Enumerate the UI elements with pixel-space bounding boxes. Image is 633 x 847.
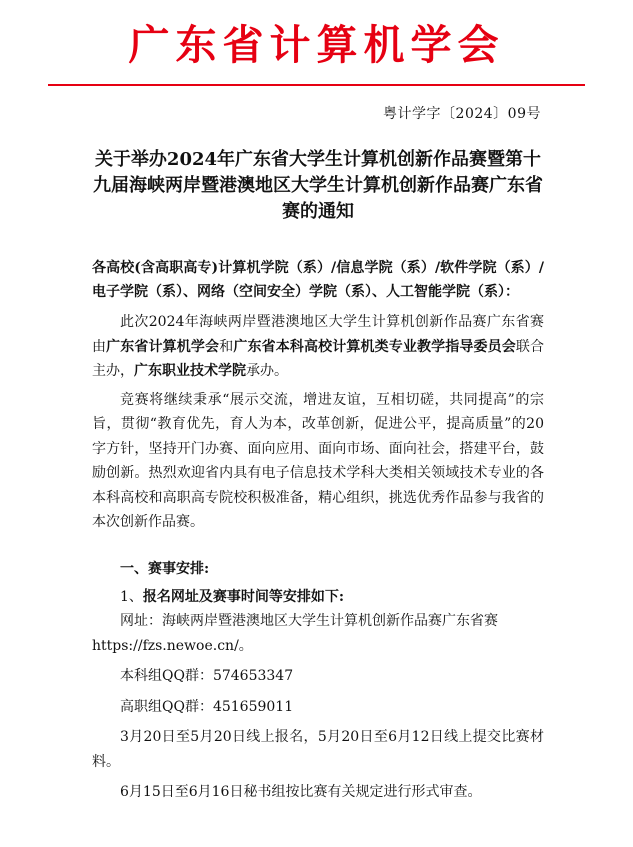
schedule-registration: 3月20日至5月20日线上报名，5月20日至6月12日线上提交比赛材料。 xyxy=(92,729,544,770)
section-heading: 一、赛事安排: xyxy=(120,560,210,577)
qq-group-undergrad: 本科组QQ群：574653347 xyxy=(120,668,294,684)
website-url: https://fzs.newoe.cn/。 xyxy=(92,637,253,654)
notice-title: 关于举办2024年广东省大学生计算机创新作品赛暨第十九届海峡两岸暨港澳地区大学生计算机创新作品赛广东省赛的通知 xyxy=(93,149,543,222)
text-segment: 联合主办， xyxy=(92,338,545,379)
document-number: 粤计学字〔2024〕09号 xyxy=(383,106,541,122)
paragraph-purpose: 竞赛将继续秉承“展示交流，增进友谊，互相切磋，共同提高”的宗旨，贯彻“教育优先，育人为本，改革创新，促进公平，提高质量”的20字方针，坚持开门办赛、面向应用、面向市场、面向社会，搭建平台，鼓励创新。热烈欢迎省内具有电子信息技术学科大类相关领域技术专业的各本科高校和高职高专院校积极准备，精心组织，挑选优秀作品参与我省的本次创新作品赛。 xyxy=(92,391,544,530)
text-segment: 承办。 xyxy=(246,363,288,379)
host-name: 广东职业技术学院 xyxy=(134,363,246,379)
subsection-title: 报名网址及赛事时间等安排如下: xyxy=(142,588,345,605)
subsection-number: 1、 xyxy=(120,588,143,605)
organizer-name: 广东省本科高校计算机类专业教学指导委员会 xyxy=(233,338,516,355)
paragraph-organizers xyxy=(92,310,544,384)
organizer-name: 广东省计算机学会 xyxy=(106,338,220,355)
website-line: 网址：海峡两岸暨港澳地区大学生计算机创新作品赛广东省赛 xyxy=(120,613,498,629)
org-masthead: 广东省计算机学会 xyxy=(128,21,505,69)
recipients: 各高校(含高职高专)计算机学院（系）/信息学院（系）/软件学院（系）/电子学院（系）、网络（空间安全）学院（系）、人工智能学院（系）： xyxy=(92,260,544,300)
qq-group-vocational: 高职组QQ群：451659011 xyxy=(120,698,294,715)
schedule-review: 6月15日至6月16日秘书组按比赛有关规定进行形式审查。 xyxy=(120,784,482,800)
subsection-heading xyxy=(92,585,544,610)
text-segment: 此次2024年海峡两岸暨港澳地区大学生计算机创新作品赛广东省赛由 xyxy=(92,314,544,355)
header-divider xyxy=(48,84,585,86)
text-segment: 和 xyxy=(219,338,234,355)
notice-body xyxy=(92,256,544,805)
